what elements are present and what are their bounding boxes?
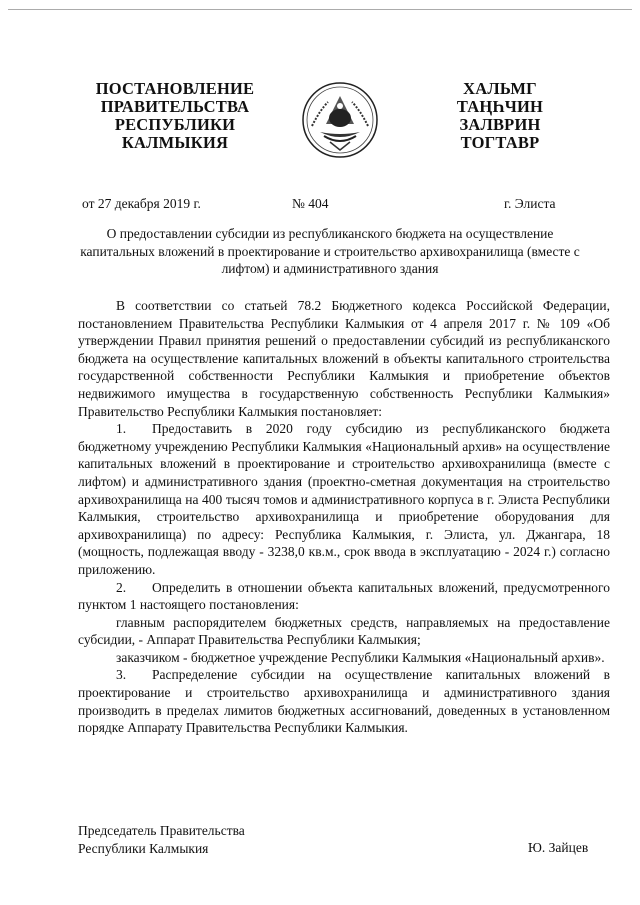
item-2-number: 2. xyxy=(116,579,127,595)
header-russian xyxy=(70,80,280,152)
item-1-number: 1. xyxy=(116,421,127,437)
item-3-text: Распределение субсидии на осуществление капитальных вложений в проектирование и строительство архивохранилища и административного здания производить в пределах лимитов бюджетных ассигнований, доведенных в установленном порядке Аппарату Правительства Республики Калмыкия. xyxy=(78,667,610,736)
header-right-line: ТОГТАВР xyxy=(460,133,540,152)
preamble-paragraph: В соответствии со статьей 78.2 Бюджетного кодекса Российской Федерации, постановлением Правительства Республики Калмыкия от 4 апреля 2017 г. № 109 «Об утверждении Правил принятия решений о предоставлении субсидий из республиканского бюджета на осуществление капитальных вложений в объекты капитального строительства государственной собственности Республики Калмыкия и приобретение объектов недвижимого имущества в государственную собственность Республики Калмыкия» Правительство Республики Калмыкия постановляет: xyxy=(78,298,610,419)
header-kalmyk xyxy=(425,80,575,152)
item-1-text: Предоставить в 2020 году субсидию из республиканского бюджета бюджетному учреждению Республики Калмыкия «Национальный архив» на осуществление капитальных вложений в проектирование и строительство архивохранилища (вместе с лифтом) и административного здания (проектно-сметная документация на строительство архивохранилища на 400 тысяч томов и административного корпуса в г. Элиста Республики Калмыкия, строительство архивохранилища и приобретение оборудования для архивохранилища) по адресу: Республика Калмыкия, г. Элиста, ул. Джангара, 18 (мощность, подлежащая вводу - 3238,0 кв.м., срок ввода в эксплуатацию - 2024 г.) согласно приложению. xyxy=(78,421,610,577)
item-1-paragraph xyxy=(78,420,610,578)
header-right-line: ХАЛЬМГ xyxy=(463,79,537,98)
header-left-line: РЕСПУБЛИКИ xyxy=(114,115,236,134)
coat-of-arms-icon xyxy=(300,80,380,160)
document-subject: О предоставлении субсидии из республиканского бюджета на осуществление капитальных вложений в проектирование и строительство архивохранилища (вместе с лифтом) и административного здания xyxy=(80,226,580,276)
signer-title-line-1: Председатель Правительства xyxy=(78,823,245,838)
signer-block xyxy=(78,822,245,857)
signer-name: Ю. Зайцев xyxy=(528,840,589,855)
signer-title-line-2: Республики Калмыкия xyxy=(78,840,209,856)
document-city: г. Элиста xyxy=(504,196,556,211)
item-2-text: Определить в отношении объекта капитальных вложений, предусмотренного пунктом 1 настоящего постановления: xyxy=(78,579,610,613)
item-2-sub-1: главным распорядителем бюджетных средств, направляемых на предоставление субсидии, - Аппарат Правительства Республики Калмыкия; xyxy=(78,614,610,648)
header-left-line: КАЛМЫКИЯ xyxy=(121,133,229,152)
item-2-paragraph xyxy=(78,579,610,614)
item-2-sub-2: заказчиком - бюджетное учреждение Республики Калмыкия «Национальный архив». xyxy=(116,649,605,665)
item-3-paragraph xyxy=(78,666,610,736)
header-right-line: ЗАЛВРИН xyxy=(459,115,541,134)
document-date: от 27 декабря 2019 г. xyxy=(82,196,201,211)
document-number: № 404 xyxy=(292,196,329,211)
document-body xyxy=(78,297,610,737)
item-3-number: 3. xyxy=(116,667,127,683)
header-left-line: ПРАВИТЕЛЬСТВА xyxy=(100,97,250,116)
header-right-line: ТАҢҺЧИН xyxy=(456,97,544,116)
header-left-line: ПОСТАНОВЛЕНИЕ xyxy=(95,79,255,98)
top-rule xyxy=(8,9,632,10)
